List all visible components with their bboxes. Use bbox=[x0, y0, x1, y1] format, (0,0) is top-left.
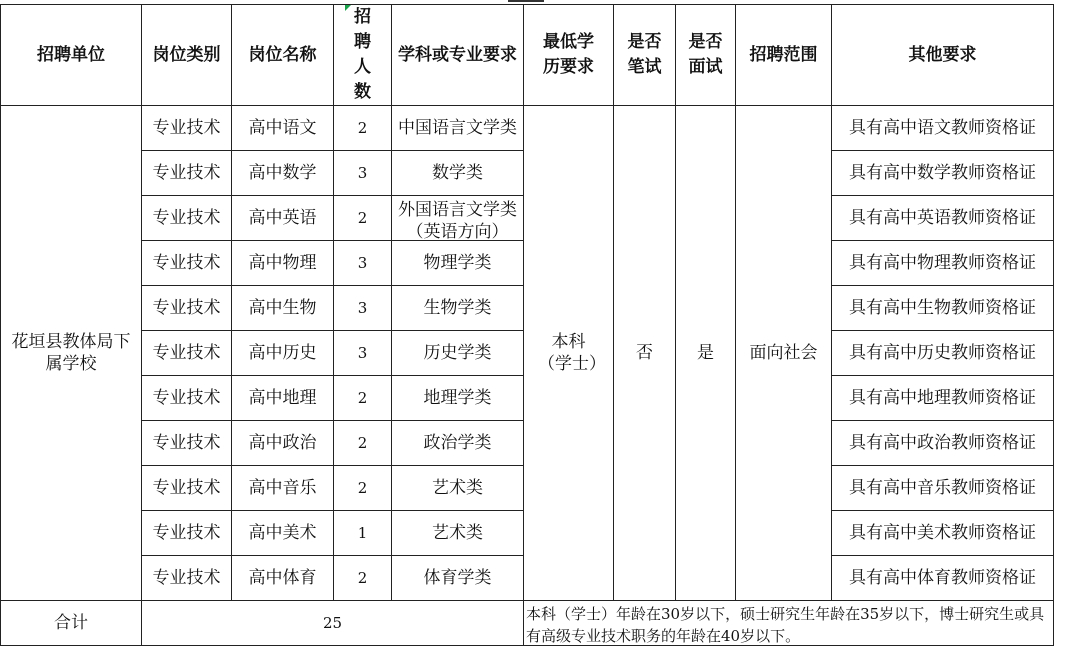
category-cell: 专业技术 bbox=[142, 196, 232, 241]
major-cell: 中国语言文学类 bbox=[392, 106, 524, 151]
count-cell: 2 bbox=[334, 466, 392, 511]
major-cell: 艺术类 bbox=[392, 466, 524, 511]
major-cell: 艺术类 bbox=[392, 511, 524, 556]
total-label: 合计 bbox=[1, 601, 142, 646]
count-cell: 2 bbox=[334, 106, 392, 151]
age-note-cell bbox=[524, 601, 1054, 646]
major-cell bbox=[392, 196, 524, 241]
category-cell: 专业技术 bbox=[142, 286, 232, 331]
other-cell: 具有高中政治教师资格证 bbox=[832, 421, 1054, 466]
interview-cell: 是 bbox=[676, 106, 736, 601]
other-cell: 具有高中英语教师资格证 bbox=[832, 196, 1054, 241]
category-cell: 专业技术 bbox=[142, 556, 232, 601]
total-count: 25 bbox=[142, 601, 524, 646]
count-cell: 3 bbox=[334, 241, 392, 286]
position-cell: 高中英语 bbox=[232, 196, 334, 241]
major-cell-text: 外国语言文学类（英语方向） bbox=[398, 200, 517, 240]
header-unit: 招聘单位 bbox=[1, 5, 142, 106]
position-cell: 高中政治 bbox=[232, 421, 334, 466]
other-cell: 具有高中数学教师资格证 bbox=[832, 151, 1054, 196]
total-row bbox=[1, 601, 1054, 646]
other-cell: 具有高中音乐教师资格证 bbox=[832, 466, 1054, 511]
header-position: 岗位名称 bbox=[232, 5, 334, 106]
position-cell: 高中地理 bbox=[232, 376, 334, 421]
major-cell: 地理学类 bbox=[392, 376, 524, 421]
other-cell: 具有高中语文教师资格证 bbox=[832, 106, 1054, 151]
major-cell: 物理学类 bbox=[392, 241, 524, 286]
category-cell: 专业技术 bbox=[142, 421, 232, 466]
position-cell: 高中物理 bbox=[232, 241, 334, 286]
unit-cell: 花垣县教体局下属学校 bbox=[1, 106, 142, 601]
count-cell: 2 bbox=[334, 196, 392, 241]
count-cell: 2 bbox=[334, 376, 392, 421]
other-cell: 具有高中美术教师资格证 bbox=[832, 511, 1054, 556]
category-cell: 专业技术 bbox=[142, 331, 232, 376]
category-cell: 专业技术 bbox=[142, 241, 232, 286]
header-category: 岗位类别 bbox=[142, 5, 232, 106]
position-cell: 高中音乐 bbox=[232, 466, 334, 511]
position-cell: 高中生物 bbox=[232, 286, 334, 331]
table-row bbox=[1, 106, 1054, 151]
position-cell: 高中体育 bbox=[232, 556, 334, 601]
count-cell: 2 bbox=[334, 556, 392, 601]
position-cell: 高中历史 bbox=[232, 331, 334, 376]
header-major: 学科或专业要求 bbox=[392, 5, 524, 106]
position-cell: 高中美术 bbox=[232, 511, 334, 556]
header-education: 最低学历要求 bbox=[524, 5, 614, 106]
other-cell: 具有高中历史教师资格证 bbox=[832, 331, 1054, 376]
category-cell: 专业技术 bbox=[142, 511, 232, 556]
count-cell: 3 bbox=[334, 331, 392, 376]
header-interview: 是否面试 bbox=[676, 5, 736, 106]
category-cell: 专业技术 bbox=[142, 376, 232, 421]
recruitment-table bbox=[0, 4, 1054, 646]
count-cell: 1 bbox=[334, 511, 392, 556]
header-count: 招聘人数 bbox=[334, 5, 392, 106]
other-cell: 具有高中地理教师资格证 bbox=[832, 376, 1054, 421]
major-cell: 体育学类 bbox=[392, 556, 524, 601]
position-cell: 高中数学 bbox=[232, 151, 334, 196]
header-other: 其他要求 bbox=[832, 5, 1054, 106]
category-cell: 专业技术 bbox=[142, 151, 232, 196]
header-row bbox=[1, 5, 1054, 106]
other-cell: 具有高中物理教师资格证 bbox=[832, 241, 1054, 286]
major-cell: 数学类 bbox=[392, 151, 524, 196]
major-cell: 政治学类 bbox=[392, 421, 524, 466]
category-cell: 专业技术 bbox=[142, 106, 232, 151]
other-cell: 具有高中生物教师资格证 bbox=[832, 286, 1054, 331]
scope-cell: 面向社会 bbox=[736, 106, 832, 601]
major-cell: 生物学类 bbox=[392, 286, 524, 331]
count-cell: 3 bbox=[334, 286, 392, 331]
header-scope: 招聘范围 bbox=[736, 5, 832, 106]
category-cell: 专业技术 bbox=[142, 466, 232, 511]
position-cell: 高中语文 bbox=[232, 106, 334, 151]
header-written-test: 是否笔试 bbox=[614, 5, 676, 106]
major-cell: 历史学类 bbox=[392, 331, 524, 376]
education-cell: 本科（学士） bbox=[524, 106, 614, 601]
other-cell: 具有高中体育教师资格证 bbox=[832, 556, 1054, 601]
count-cell: 3 bbox=[334, 151, 392, 196]
age-note-text: 本科（学士）年龄在30岁以下，硕士研究生年龄在35岁以下，博士研究生或具有高级专业技术职务的年龄在40岁以下。 bbox=[526, 605, 1045, 645]
count-cell: 2 bbox=[334, 421, 392, 466]
written-test-cell: 否 bbox=[614, 106, 676, 601]
